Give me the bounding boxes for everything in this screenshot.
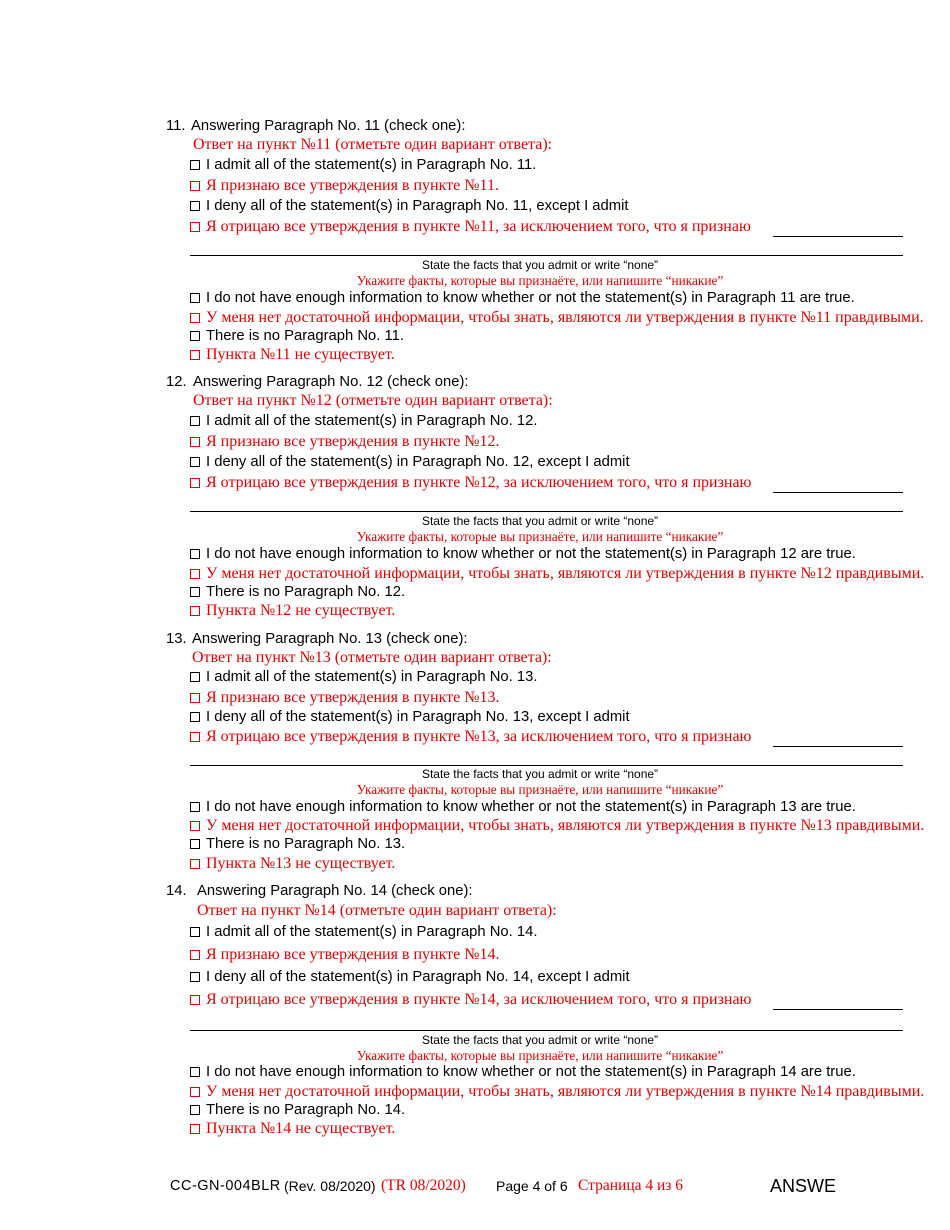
answer-paragraph-11 <box>0 116 950 366</box>
option-admit-all-ru[interactable] <box>190 688 500 708</box>
admitted-facts-inline-field[interactable] <box>773 473 903 493</box>
facts-instruction-ru: Укажите факты, которые вы признаёте, или напишите “никакие” <box>356 529 724 544</box>
option-label: There is no Paragraph No. 11. <box>206 328 404 344</box>
deny-except-checkbox-ru[interactable] <box>190 478 200 488</box>
option-label-ru: Я признаю все утверждения в пункте №12. <box>206 433 500 450</box>
option-label-ru: Я признаю все утверждения в пункте №13. <box>206 689 500 706</box>
facts-instruction-ru: Укажите факты, которые вы признаёте, или напишите “никакие” <box>356 782 724 797</box>
option-label: I deny all of the statement(s) in Paragraph No. 11, except I admit <box>206 198 629 214</box>
option-label: I do not have enough information to know whether or not the statement(s) in Paragraph 13 are true. <box>206 799 856 815</box>
option-admit-all[interactable] <box>190 667 537 687</box>
option-no-paragraph[interactable] <box>190 582 405 602</box>
option-label: There is no Paragraph No. 12. <box>206 584 406 600</box>
answer-paragraph-14 <box>0 881 950 1137</box>
page-number-ru: Страница 4 из 6 <box>578 1177 684 1194</box>
option-label-ru: Пункта №13 не существует. <box>206 855 396 872</box>
page-footer <box>0 1175 950 1197</box>
deny-except-checkbox[interactable] <box>190 712 200 722</box>
option-admit-all-ru[interactable] <box>190 176 499 196</box>
admitted-facts-field[interactable] <box>190 493 903 512</box>
option-label-ru: Я признаю все утверждения в пункте №14. <box>206 946 500 963</box>
admit-all-checkbox-ru[interactable] <box>190 181 200 191</box>
no-paragraph-checkbox[interactable] <box>190 331 200 341</box>
form-code: CC-GN-004BLR <box>170 1178 281 1194</box>
option-label: There is no Paragraph No. 14. <box>206 1102 406 1118</box>
facts-instruction-ru: Укажите факты, которые вы признаёте, или напишите “никакие” <box>356 273 724 288</box>
section-heading-ru: Ответ на пункт №12 (отметьте один вариант ответа): <box>193 392 553 409</box>
no-paragraph-checkbox-ru[interactable] <box>190 606 200 616</box>
option-deny-except-ru[interactable] <box>190 473 752 493</box>
page-number: Page 4 of 6 <box>496 1178 568 1194</box>
option-label-ru: Пункта №12 не существует. <box>206 602 396 619</box>
option-no-paragraph[interactable] <box>190 834 405 854</box>
option-no-info[interactable] <box>190 1062 856 1082</box>
option-label: I deny all of the statement(s) in Paragraph No. 13, except I admit <box>206 709 630 725</box>
no-info-checkbox[interactable] <box>190 549 200 559</box>
no-info-checkbox[interactable] <box>190 1067 200 1077</box>
document-title: ANSWE <box>770 1176 837 1196</box>
option-admit-all[interactable] <box>190 411 537 431</box>
no-paragraph-checkbox[interactable] <box>190 587 200 597</box>
option-label: I admit all of the statement(s) in Paragraph No. 14. <box>206 924 538 940</box>
facts-instruction: State the facts that you admit or write “none” <box>421 258 659 272</box>
no-paragraph-checkbox[interactable] <box>190 1105 200 1115</box>
section-heading: Answering Paragraph No. 13 (check one): <box>192 631 468 647</box>
option-admit-all-ru[interactable] <box>190 432 500 452</box>
option-no-info-ru[interactable] <box>190 1082 924 1102</box>
option-label: I do not have enough information to know whether or not the statement(s) in Paragraph 14 are true. <box>206 1064 856 1080</box>
section-heading-ru: Ответ на пункт №11 (отметьте один вариант ответа): <box>193 136 553 153</box>
deny-except-checkbox-ru[interactable] <box>190 995 200 1005</box>
option-no-info[interactable] <box>190 544 856 564</box>
option-no-paragraph-ru[interactable] <box>190 345 395 365</box>
item-number: 13. <box>166 631 187 647</box>
option-no-paragraph-ru[interactable] <box>190 601 395 621</box>
option-label-ru: Я отрицаю все утверждения в пункте №13, за исключением того, что я признаю <box>206 728 752 745</box>
option-no-paragraph-ru[interactable] <box>190 1119 395 1139</box>
admit-all-checkbox[interactable] <box>190 416 200 426</box>
section-heading: Answering Paragraph No. 12 (check one): <box>193 374 469 390</box>
facts-instruction: State the facts that you admit or write “none” <box>421 514 659 528</box>
admitted-facts-field[interactable] <box>190 1012 903 1031</box>
option-no-paragraph-ru[interactable] <box>190 854 395 874</box>
option-deny-except-ru[interactable] <box>190 990 752 1010</box>
item-number: 12. <box>166 374 187 390</box>
section-heading-ru: Ответ на пункт №14 (отметьте один вариант ответа): <box>197 902 557 919</box>
deny-except-checkbox[interactable] <box>190 972 200 982</box>
admit-all-checkbox[interactable] <box>190 672 200 682</box>
item-number: 11. <box>166 118 186 134</box>
option-label-ru: У меня нет достаточной информации, чтобы знать, являются ли утверждения в пункте №11 правдивыми. <box>206 309 924 326</box>
no-info-checkbox[interactable] <box>190 802 200 812</box>
option-label: I deny all of the statement(s) in Paragraph No. 14, except I admit <box>206 969 630 985</box>
item-number: 14. <box>166 883 187 899</box>
option-label: I deny all of the statement(s) in Paragraph No. 12, except I admit <box>206 454 630 470</box>
option-label: I do not have enough information to know whether or not the statement(s) in Paragraph 12 are true. <box>206 546 856 562</box>
option-no-info[interactable] <box>190 288 855 308</box>
option-deny-except-ru[interactable] <box>190 217 751 237</box>
option-label-ru: Я признаю все утверждения в пункте №11. <box>206 177 499 194</box>
facts-instruction-ru: Укажите факты, которые вы признаёте, или напишите “никакие” <box>356 1048 724 1063</box>
admitted-facts-field[interactable] <box>190 237 903 256</box>
option-admit-all-ru[interactable] <box>190 945 500 965</box>
admitted-facts-inline-field[interactable] <box>773 990 903 1010</box>
answer-paragraph-12 <box>0 372 950 622</box>
option-no-info-ru[interactable] <box>190 308 924 328</box>
facts-instruction: State the facts that you admit or write “none” <box>421 767 659 781</box>
admitted-facts-inline-field[interactable] <box>773 727 903 747</box>
form-revision: (Rev. 08/2020) <box>284 1178 376 1194</box>
no-info-checkbox[interactable] <box>190 293 200 303</box>
no-paragraph-checkbox-ru[interactable] <box>190 350 200 360</box>
translation-revision: (TR 08/2020) <box>381 1177 466 1194</box>
admit-all-checkbox[interactable] <box>190 160 200 170</box>
option-label-ru: Пункта №14 не существует. <box>206 1120 396 1137</box>
option-label: There is no Paragraph No. 13. <box>206 836 406 852</box>
deny-except-checkbox-ru[interactable] <box>190 222 200 232</box>
admit-all-checkbox-ru[interactable] <box>190 437 200 447</box>
no-paragraph-checkbox[interactable] <box>190 839 200 849</box>
no-paragraph-checkbox-ru[interactable] <box>190 1124 200 1134</box>
no-info-checkbox-ru[interactable] <box>190 313 200 323</box>
option-no-paragraph[interactable] <box>190 1100 405 1120</box>
option-deny-except[interactable] <box>190 967 630 987</box>
admit-all-checkbox-ru[interactable] <box>190 693 200 703</box>
admit-all-checkbox-ru[interactable] <box>190 950 200 960</box>
option-label-ru: Я отрицаю все утверждения в пункте №11, за исключением того, что я признаю <box>206 218 751 235</box>
option-deny-except[interactable] <box>190 452 630 472</box>
option-label-ru: Я отрицаю все утверждения в пункте №12, за исключением того, что я признаю <box>206 474 752 491</box>
option-label-ru: У меня нет достаточной информации, чтобы знать, являются ли утверждения в пункте №13 правдивыми. <box>206 817 925 834</box>
admitted-facts-inline-field[interactable] <box>773 217 903 237</box>
option-no-info-ru[interactable] <box>190 816 924 836</box>
option-label-ru: Я отрицаю все утверждения в пункте №14, за исключением того, что я признаю <box>206 991 752 1008</box>
option-label: I admit all of the statement(s) in Paragraph No. 13. <box>206 669 538 685</box>
no-info-checkbox-ru[interactable] <box>190 569 200 579</box>
section-heading: Answering Paragraph No. 14 (check one): <box>197 883 473 899</box>
facts-instruction: State the facts that you admit or write “none” <box>421 1033 659 1047</box>
admit-all-checkbox[interactable] <box>190 927 200 937</box>
option-admit-all[interactable] <box>190 922 537 942</box>
option-no-info-ru[interactable] <box>190 564 924 584</box>
deny-except-checkbox[interactable] <box>190 457 200 467</box>
option-no-paragraph[interactable] <box>190 326 404 346</box>
option-deny-except[interactable] <box>190 196 628 216</box>
option-admit-all[interactable] <box>190 155 536 175</box>
option-no-info[interactable] <box>190 797 856 817</box>
deny-except-checkbox[interactable] <box>190 201 200 211</box>
no-info-checkbox-ru[interactable] <box>190 1087 200 1097</box>
option-deny-except-ru[interactable] <box>190 727 752 747</box>
option-label-ru: У меня нет достаточной информации, чтобы знать, являются ли утверждения в пункте №14 правдивыми. <box>206 1083 925 1100</box>
deny-except-checkbox-ru[interactable] <box>190 732 200 742</box>
option-label-ru: У меня нет достаточной информации, чтобы знать, являются ли утверждения в пункте №12 правдивыми. <box>206 565 925 582</box>
no-paragraph-checkbox-ru[interactable] <box>190 859 200 869</box>
section-heading-ru: Ответ на пункт №13 (отметьте один вариант ответа): <box>192 649 552 666</box>
answer-paragraph-13 <box>0 629 950 879</box>
option-label: I do not have enough information to know whether or not the statement(s) in Paragraph 11 are true. <box>206 290 855 306</box>
no-info-checkbox-ru[interactable] <box>190 821 200 831</box>
section-heading: Answering Paragraph No. 11 (check one): <box>191 118 466 134</box>
option-label-ru: Пункта №11 не существует. <box>206 346 395 363</box>
option-deny-except[interactable] <box>190 707 630 727</box>
option-label: I admit all of the statement(s) in Paragraph No. 12. <box>206 413 538 429</box>
option-label: I admit all of the statement(s) in Paragraph No. 11. <box>206 157 537 173</box>
